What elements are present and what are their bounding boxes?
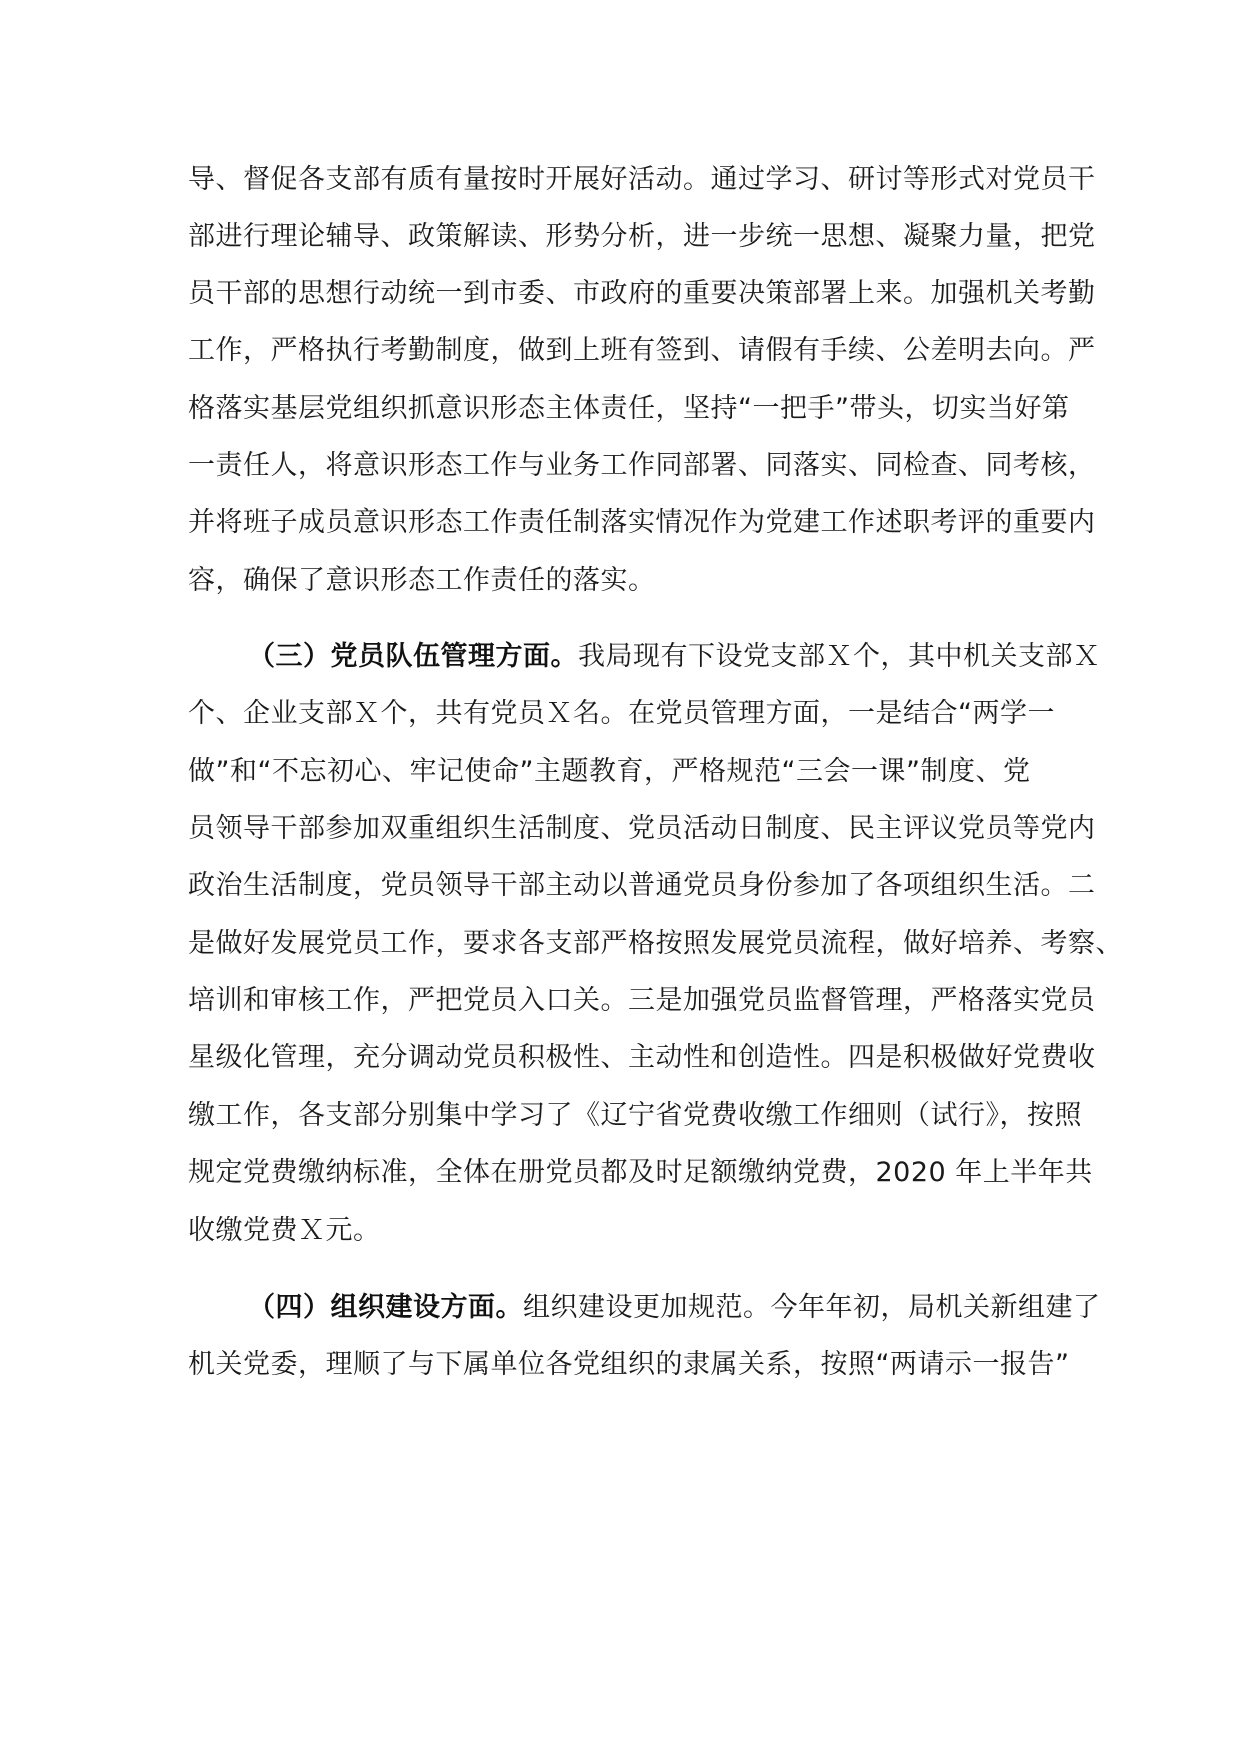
section-heading: （四）组织建设方面。 (248, 1292, 523, 1323)
paragraph-line: 并将班子成员意识形态工作责任制落实情况作为党建工作述职考评的重要内 (188, 507, 1096, 538)
paragraph-line: 部进行理论辅导、政策解读、形势分析，进一步统一思想、凝聚力量，把党 (188, 221, 1096, 252)
paragraph-line: 培训和审核工作，严把党员入口关。三是加强党员监督管理，严格落实党员 (188, 985, 1096, 1016)
paragraph-line: 工作，严格执行考勤制度，做到上班有签到、请假有手续、公差明去向。严 (188, 335, 1096, 366)
paragraph-line: 机关党委，理顺了与下属单位各党组织的隶属关系，按照“两请示一报告” (188, 1349, 1070, 1380)
paragraph-line: 员领导干部参加双重组织生活制度、党员活动日制度、民主评议党员等党内 (188, 813, 1096, 844)
paragraph-line: 缴工作，各支部分别集中学习了《辽宁省党费收缴工作细则（试行》，按照 (188, 1100, 1082, 1131)
paragraph-first-line (248, 637, 1101, 677)
paragraph-first-line (248, 1288, 1101, 1328)
paragraph-line: 政治生活制度，党员领导干部主动以普通党员身份参加了各项组织生活。二 (188, 870, 1096, 901)
paragraph-line: 做”和“不忘初心、牢记使命”主题教育，严格规范“三会一课”制度、党 (188, 756, 1031, 787)
paragraph-text: 组织建设更加规范。今年年初，局机关新组建了 (523, 1292, 1101, 1323)
paragraph-line: 个、企业支部Ｘ个，共有党员Ｘ名。在党员管理方面，一是结合“两学一 (188, 698, 1055, 729)
section-heading: （三）党员队伍管理方面。 (248, 641, 578, 672)
paragraph-line: 是做好发展党员工作，要求各支部严格按照发展党员流程，做好培养、考察、 (188, 928, 1123, 959)
paragraph-line: 员干部的思想行动统一到市委、市政府的重要决策部署上来。加强机关考勤 (188, 278, 1096, 309)
paragraph-line: 容，确保了意识形态工作责任的落实。 (188, 565, 656, 596)
paragraph-line: 格落实基层党组织抓意识形态主体责任，坚持“一把手”带头，切实当好第 (188, 393, 1070, 424)
paragraph-line: 收缴党费Ｘ元。 (188, 1215, 381, 1246)
paragraph-text: 我局现有下设党支部Ｘ个，其中机关支部Ｘ (578, 641, 1101, 672)
paragraph-line: 规定党费缴纳标准，全体在册党员都及时足额缴纳党费，2020 年上半年共 (188, 1157, 1093, 1188)
paragraph-line: 导、督促各支部有质有量按时开展好活动。通过学习、研讨等形式对党员干 (188, 164, 1096, 195)
paragraph-line: 星级化管理，充分调动党员积极性、主动性和创造性。四是积极做好党费收 (188, 1042, 1096, 1073)
paragraph-line: 一责任人，将意识形态工作与业务工作同部署、同落实、同检查、同考核， (188, 450, 1096, 481)
